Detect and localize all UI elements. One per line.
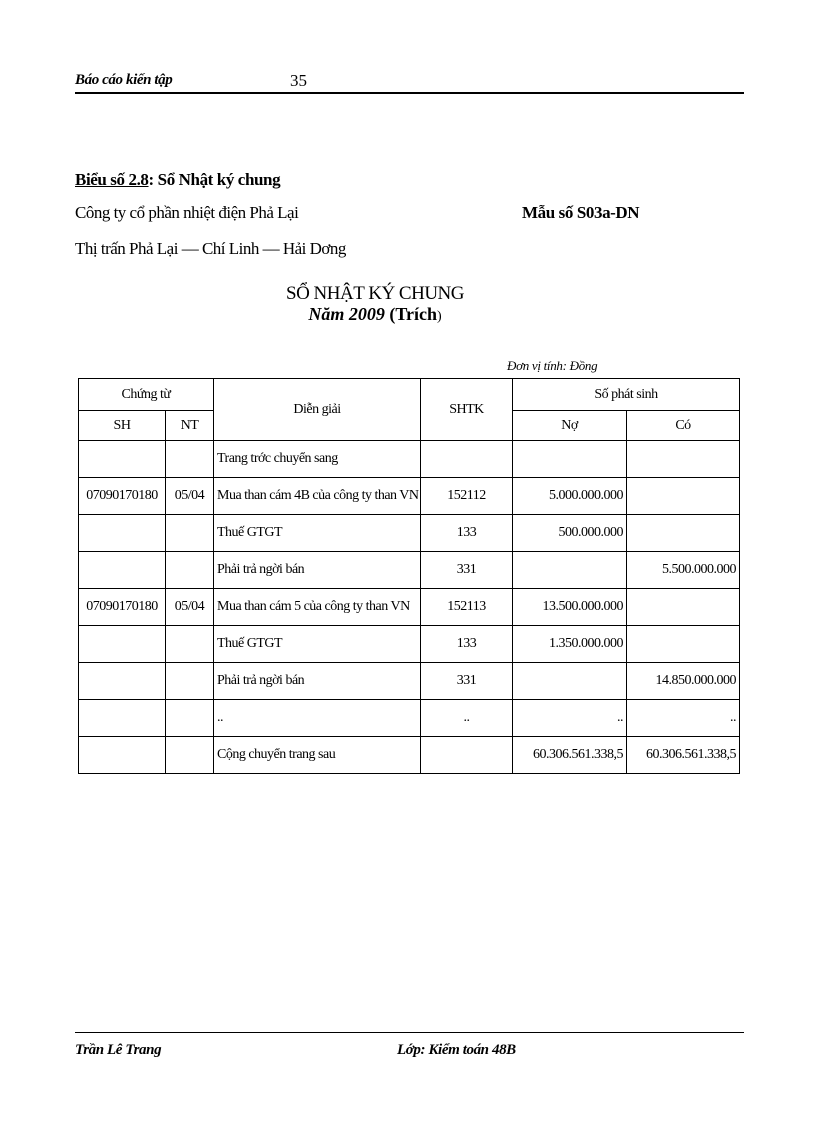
cell-debit [513, 663, 627, 700]
cell-shtk: 331 [421, 663, 513, 700]
cell-description: .. [214, 700, 421, 737]
cell-credit [627, 478, 740, 515]
cell-shtk: 331 [421, 552, 513, 589]
cell-description: Cộng chuyển trang sau [214, 737, 421, 774]
cell-sh: 07090170180 [79, 478, 166, 515]
table-row [79, 737, 740, 774]
cell-nt: 05/04 [166, 478, 214, 515]
journal-table [78, 378, 740, 774]
table-row [79, 626, 740, 663]
cell-description: Thuế GTGT [214, 515, 421, 552]
cell-sh: 07090170180 [79, 589, 166, 626]
cell-description: Phải trả ngời bán [214, 663, 421, 700]
header-chung-tu: Chứng từ [79, 379, 214, 411]
cell-sh [79, 515, 166, 552]
cell-credit [627, 441, 740, 478]
footer-divider [75, 1032, 744, 1033]
header-co: Có [627, 411, 740, 441]
header-dien-giai: Diễn giải [214, 379, 421, 441]
footer-author: Trần Lê Trang [75, 1042, 162, 1058]
header-shtk: SHTK [421, 379, 513, 441]
header-nt: NT [166, 411, 214, 441]
cell-nt [166, 515, 214, 552]
table-row [79, 515, 740, 552]
cell-sh [79, 700, 166, 737]
header-title: Báo cáo kiến tập [75, 72, 173, 88]
cell-shtk [421, 737, 513, 774]
cell-shtk: 133 [421, 515, 513, 552]
excerpt-label: (Trích [389, 304, 437, 324]
header-divider [75, 92, 744, 94]
cell-credit: 60.306.561.338,5 [627, 737, 740, 774]
cell-description: Mua than cám 5 của công ty than VN [214, 589, 421, 626]
cell-description: Thuế GTGT [214, 626, 421, 663]
cell-credit [627, 626, 740, 663]
header-no: Nợ [513, 411, 627, 441]
figure-label-suffix: : Sổ Nhật ký chung [148, 170, 281, 189]
cell-description: Trang trớc chuyển sang [214, 441, 421, 478]
cell-debit: 500.000.000 [513, 515, 627, 552]
header-sh: SH [79, 411, 166, 441]
footer-class: Lớp: Kiểm toán 48B [397, 1042, 516, 1058]
cell-nt [166, 663, 214, 700]
currency-unit: Đơn vị tính: Đồng [507, 358, 598, 373]
figure-label: Biểu số 2.8 [75, 170, 149, 189]
cell-debit: .. [513, 700, 627, 737]
cell-sh [79, 552, 166, 589]
table-row [79, 589, 740, 626]
cell-debit: 60.306.561.338,5 [513, 737, 627, 774]
table-row [79, 552, 740, 589]
cell-credit: 14.850.000.000 [627, 663, 740, 700]
cell-nt [166, 552, 214, 589]
cell-sh [79, 626, 166, 663]
cell-credit: .. [627, 700, 740, 737]
cell-nt: 05/04 [166, 589, 214, 626]
cell-shtk: 152112 [421, 478, 513, 515]
cell-nt [166, 700, 214, 737]
table-row [79, 663, 740, 700]
cell-debit: 5.000.000.000 [513, 478, 627, 515]
cell-debit [513, 441, 627, 478]
table-body [79, 441, 740, 774]
cell-credit [627, 589, 740, 626]
cell-sh [79, 737, 166, 774]
cell-debit: 1.350.000.000 [513, 626, 627, 663]
company-address: Thị trấn Phả Lại — Chí Linh — Hải Dơng [75, 239, 346, 258]
cell-description: Mua than cám 4B của công ty than VN [214, 478, 421, 515]
cell-credit [627, 515, 740, 552]
cell-shtk: 133 [421, 626, 513, 663]
cell-shtk [421, 441, 513, 478]
page-number: 35 [290, 71, 307, 90]
header-so-phat-sinh: Số phát sinh [513, 379, 740, 411]
cell-shtk: .. [421, 700, 513, 737]
table-row [79, 478, 740, 515]
cell-nt [166, 626, 214, 663]
cell-nt [166, 441, 214, 478]
cell-credit: 5.500.000.000 [627, 552, 740, 589]
cell-sh [79, 441, 166, 478]
company-name: Công ty cổ phần nhiệt điện Phả Lại [75, 203, 299, 222]
figure-caption [75, 170, 280, 190]
cell-nt [166, 737, 214, 774]
cell-debit: 13.500.000.000 [513, 589, 627, 626]
excerpt-close: ) [436, 309, 442, 324]
form-code: Mẫu số S03a-DN [522, 203, 640, 222]
year-label: Năm 2009 [308, 304, 385, 324]
table-header-row [79, 379, 740, 411]
table-row [79, 700, 740, 737]
cell-sh [79, 663, 166, 700]
document-title: SỔ NHẬT KÝ CHUNG [286, 283, 464, 304]
cell-shtk: 152113 [421, 589, 513, 626]
cell-debit [513, 552, 627, 589]
table-row [79, 441, 740, 478]
cell-description: Phải trả ngời bán [214, 552, 421, 589]
document-subtitle [200, 304, 550, 325]
